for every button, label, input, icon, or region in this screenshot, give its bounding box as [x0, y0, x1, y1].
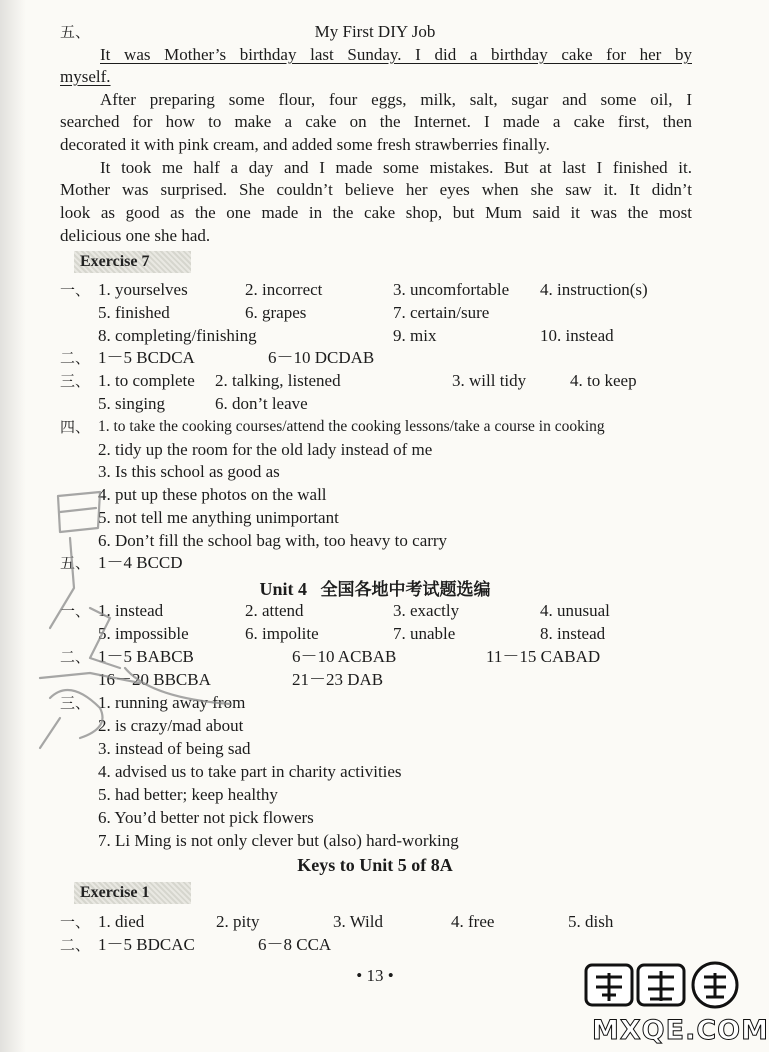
answer-item: 1－5 BCDCA: [98, 348, 195, 367]
answer-item: 6. don’t leave: [215, 394, 308, 413]
answer-item: 4. put up these photos on the wall: [98, 485, 327, 504]
answer-item: 10. instead: [540, 326, 614, 345]
answer-item: 1. died: [98, 912, 145, 931]
answer-item: 11－15 CABAD: [486, 647, 601, 666]
answer-item: 2. is crazy/mad about: [98, 716, 244, 735]
answer-item: 3. instead of being sad: [98, 739, 251, 758]
part-marker: 五、: [60, 554, 91, 572]
essay-line: searched for how to make a cake on the Internet. I made a cake first, then: [60, 112, 692, 131]
answer-item: 4. instruction(s): [540, 280, 648, 299]
unit-heading-cn: 全国各地中考试题选编: [320, 580, 491, 600]
answer-item: 8. instead: [540, 624, 606, 643]
part-marker: 三、: [60, 694, 91, 712]
page-edge-shadow: [0, 0, 26, 1052]
answer-item: 2. talking, listened: [215, 371, 341, 390]
answer-item: 1. running away from: [98, 693, 246, 712]
part-marker: 二、: [60, 936, 91, 954]
essay-line: After preparing some flour, four eggs, milk, salt, sugar and some oil, I: [100, 90, 692, 109]
answer-item: 4. advised us to take part in charity activities: [98, 762, 402, 781]
essay-line: It was Mother’s birthday last Sunday. I did a birthday cake for her by: [100, 45, 692, 64]
answer-item: 4. to keep: [570, 371, 637, 390]
answer-item: 5. not tell me anything unimportant: [98, 508, 339, 527]
keys-heading: Keys to Unit 5 of 8A: [297, 855, 453, 875]
watermark-text: MXQE.COM: [592, 1015, 769, 1046]
exercise-badge: Exercise 7: [74, 251, 191, 273]
answer-item: 3. uncomfortable: [393, 280, 510, 299]
essay-line: Mother was surprised. She couldn’t believe her eyes when she saw it. It didn’t: [60, 180, 692, 199]
answer-item: 5. singing: [98, 394, 166, 413]
answer-item: 4. free: [451, 912, 495, 931]
answer-item: 6. grapes: [245, 303, 307, 322]
page-number: • 13 •: [356, 966, 394, 985]
answer-item: 16－20 BBCBA: [98, 670, 211, 689]
answer-item: 5. had better; keep healthy: [98, 785, 278, 804]
answer-item: 1. to complete: [98, 371, 195, 390]
exercise-badge: Exercise 1: [74, 882, 191, 904]
part-marker: 三、: [60, 372, 91, 390]
essay-title: My First DIY Job: [314, 22, 436, 41]
answer-item: 6. You’d better not pick flowers: [98, 808, 314, 827]
answer-item: 7. Li Ming is not only clever but (also) hard-working: [98, 831, 459, 850]
answer-item: 6－8 CCA: [258, 935, 332, 954]
answer-item: 3. Wild: [333, 912, 384, 931]
part-marker: 四、: [60, 418, 91, 436]
unit-heading-en: Unit 4: [259, 579, 307, 599]
essay-line: look as good as the one made in the cake shop, but Mum said it was the most: [60, 203, 692, 222]
pencil-scribble: [30, 468, 250, 768]
answer-item: 5. finished: [98, 303, 170, 322]
essay-line: It took me half a day and I made some mistakes. But at last I finished it.: [100, 158, 692, 177]
essay-line: delicious one she had.: [60, 226, 211, 245]
part-marker: 二、: [60, 648, 91, 666]
part-marker: 一、: [60, 913, 91, 931]
answer-item: 7. certain/sure: [393, 303, 490, 322]
answer-item: 1. yourselves: [98, 280, 188, 299]
part-marker: 一、: [60, 602, 91, 620]
essay-line: myself.: [60, 67, 111, 86]
essay-line: decorated it with pink cream, and added some fresh strawberries finally.: [60, 135, 550, 154]
answer-item: 6. impolite: [245, 624, 319, 643]
answer-item: 1－4 BCCD: [98, 553, 183, 572]
answer-item: 3. exactly: [393, 601, 460, 620]
answer-item: 6－10 ACBAB: [292, 647, 397, 666]
answer-item: 6. Don’t fill the school bag with, too heavy to carry: [98, 531, 448, 550]
answer-item: 1－5 BABCB: [98, 647, 194, 666]
answer-item: 2. attend: [245, 601, 304, 620]
answer-item: 21－23 DAB: [292, 670, 384, 689]
answer-item: 5. dish: [568, 912, 614, 931]
answer-item: 3. Is this school as good as: [98, 462, 280, 481]
answer-item: 4. unusual: [540, 601, 610, 620]
answer-item: 1. to take the cooking courses/attend the cooking lessons/take a course in cooking: [98, 418, 605, 435]
answer-item: 1. instead: [98, 601, 164, 620]
answer-item: 5. impossible: [98, 624, 189, 643]
answer-item: 1－5 BDCAC: [98, 935, 195, 954]
answer-item: 7. unable: [393, 624, 456, 643]
answer-item: 3. will tidy: [452, 371, 527, 390]
answer-item: 6－10 DCDAB: [268, 348, 375, 367]
answer-item: 2. pity: [216, 912, 260, 931]
section-marker: 五、: [60, 23, 91, 41]
answer-item: 2. tidy up the room for the old lady instead of me: [98, 440, 433, 459]
answer-item: 8. completing/finishing: [98, 326, 257, 345]
answer-item: 2. incorrect: [245, 280, 323, 299]
answer-item: 9. mix: [393, 326, 437, 345]
part-marker: 二、: [60, 349, 91, 367]
part-marker: 一、: [60, 281, 91, 299]
